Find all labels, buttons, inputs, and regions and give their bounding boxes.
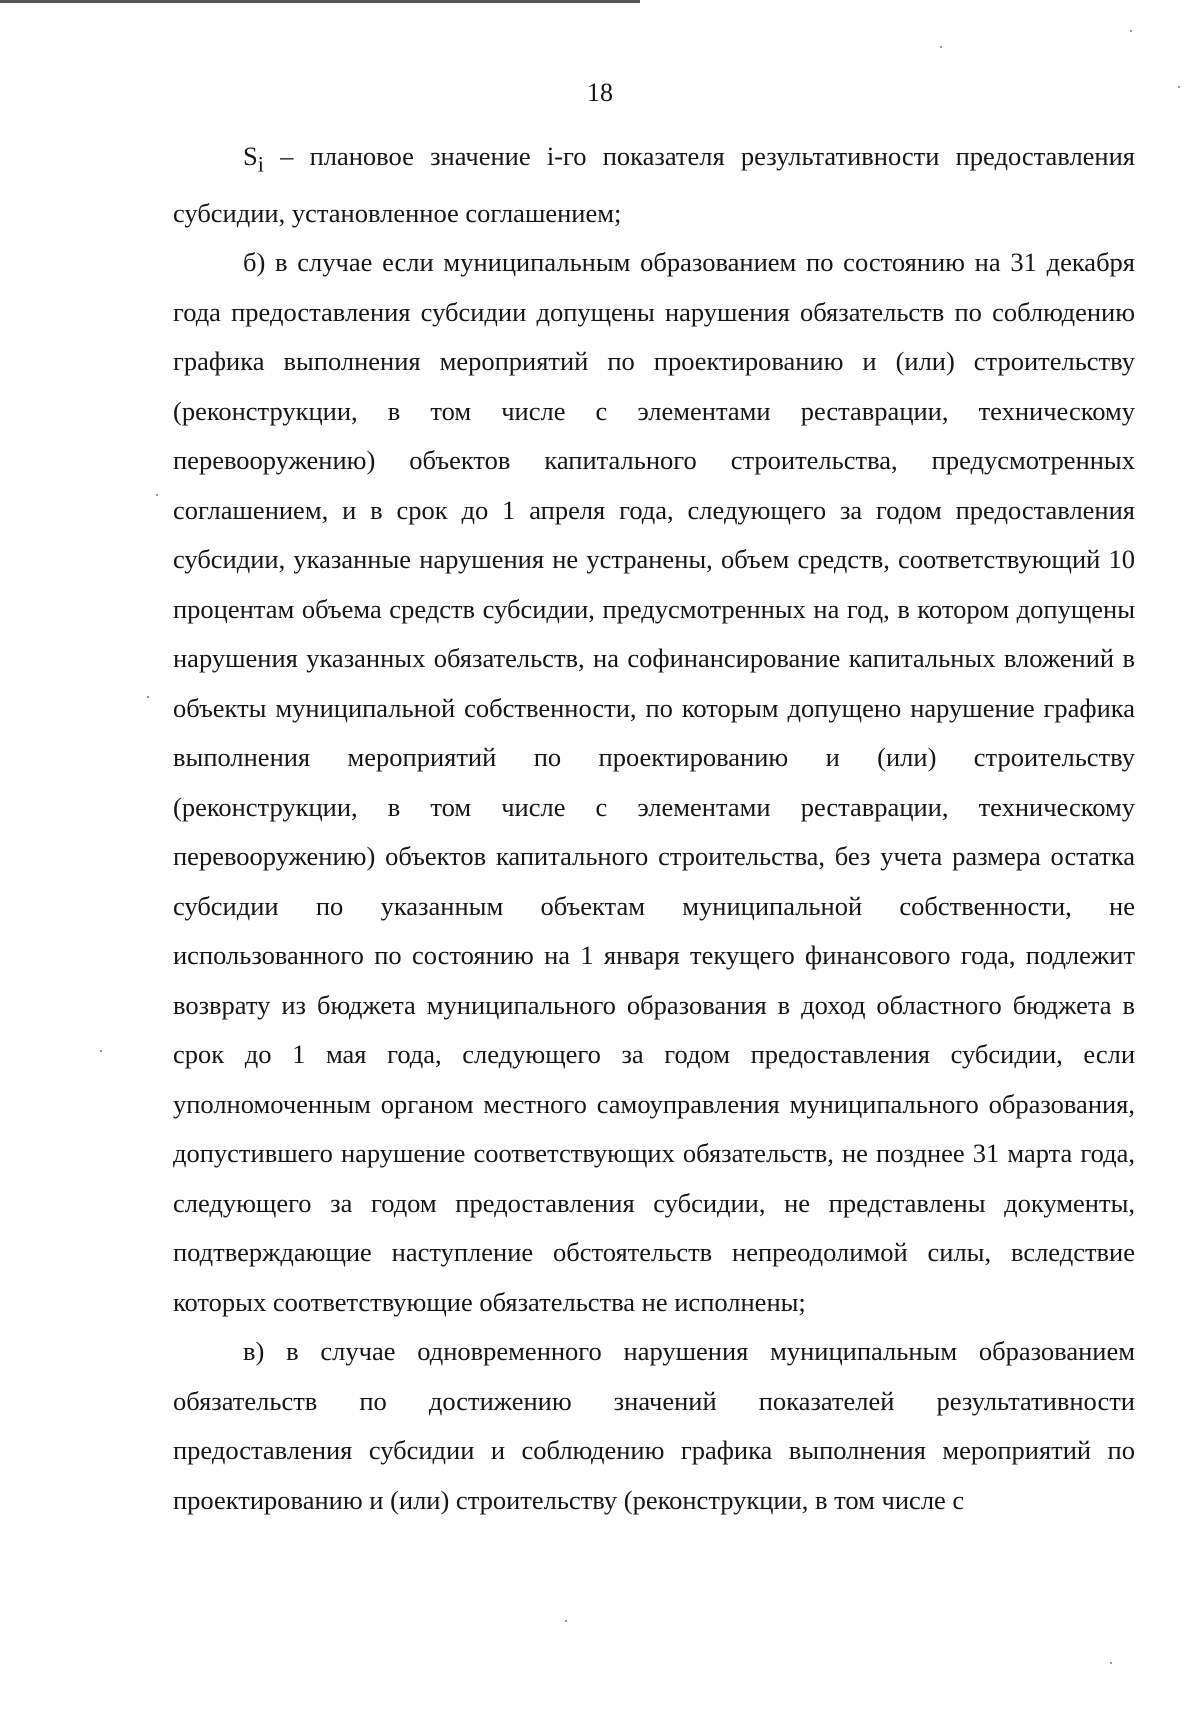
scan-speck: [565, 1620, 567, 1622]
scan-speck: [100, 1050, 102, 1052]
symbol-s: S: [243, 141, 258, 171]
scan-speck: [1130, 30, 1132, 32]
scan-speck: [1110, 1662, 1112, 1664]
scan-speck: [940, 46, 942, 48]
paragraph-item-b: б) в случае если муниципальным образованием по состоянию на 31 декабря года предоставления субсидии допущены нарушения обязательств по соблюдению графика выполнения мероприятий по проектированию и (или) строительству (реконструкции, в том числе с элементами реставрации, техническому перевооружению) объектов капитального строительства, предусмотренных соглашением, и в срок до 1 апреля года, следующего за годом предоставления субсидии, указанные нарушения не устранены, объем средств, соответствующий 10 процентам объема средств субсидии, предусмотренных на год, в котором допущены нарушения указанных обязательств, на софинансирование капитальных вложений в объекты муниципальной собственности, по которым допущено нарушение графика выполнения мероприятий по проектированию и (или) строительству (реконструкции, в том числе с элементами реставрации, техническому перевооружению) объектов капитального строительства, без учета размера остатка субсидии по указанным объектам муниципальной собственности, не использованного по состоянию на 1 января текущего финансового года, подлежит возврату из бюджета муниципального образования в доход областного бюджета в срок до 1 мая года, следующего за годом предоставления субсидии, если уполномоченным органом местного самоуправления муниципального образования, допустившего нарушение соответствующих обязательств, не позднее 31 марта года, следующего за годом предоставления субсидии, не представлены документы, подтверждающие наступление обстоятельств непреодолимой силы, вследствие которых соответствующие обязательства не исполнены;: [173, 247, 1135, 1317]
document-body: [173, 132, 1135, 1525]
paragraph-si-definition: [173, 132, 1135, 238]
symbol-subscript: i: [257, 151, 264, 177]
scan-speck: [156, 494, 158, 496]
paragraph-text: – плановое значение i-го показателя результативности предоставления субсидии, установленное соглашением;: [173, 141, 1135, 228]
scan-speck: [147, 696, 149, 698]
page-number: 18: [587, 78, 613, 107]
paragraph-item-v: в) в случае одновременного нарушения муниципальным образованием обязательств по достижению значений показателей результативности предоставления субсидии и соблюдению графика выполнения мероприятий по проектированию и (или) строительству (реконструкции, в том числе с: [173, 1336, 1135, 1515]
scan-speck: [1178, 86, 1180, 88]
scan-top-edge: [0, 0, 640, 3]
